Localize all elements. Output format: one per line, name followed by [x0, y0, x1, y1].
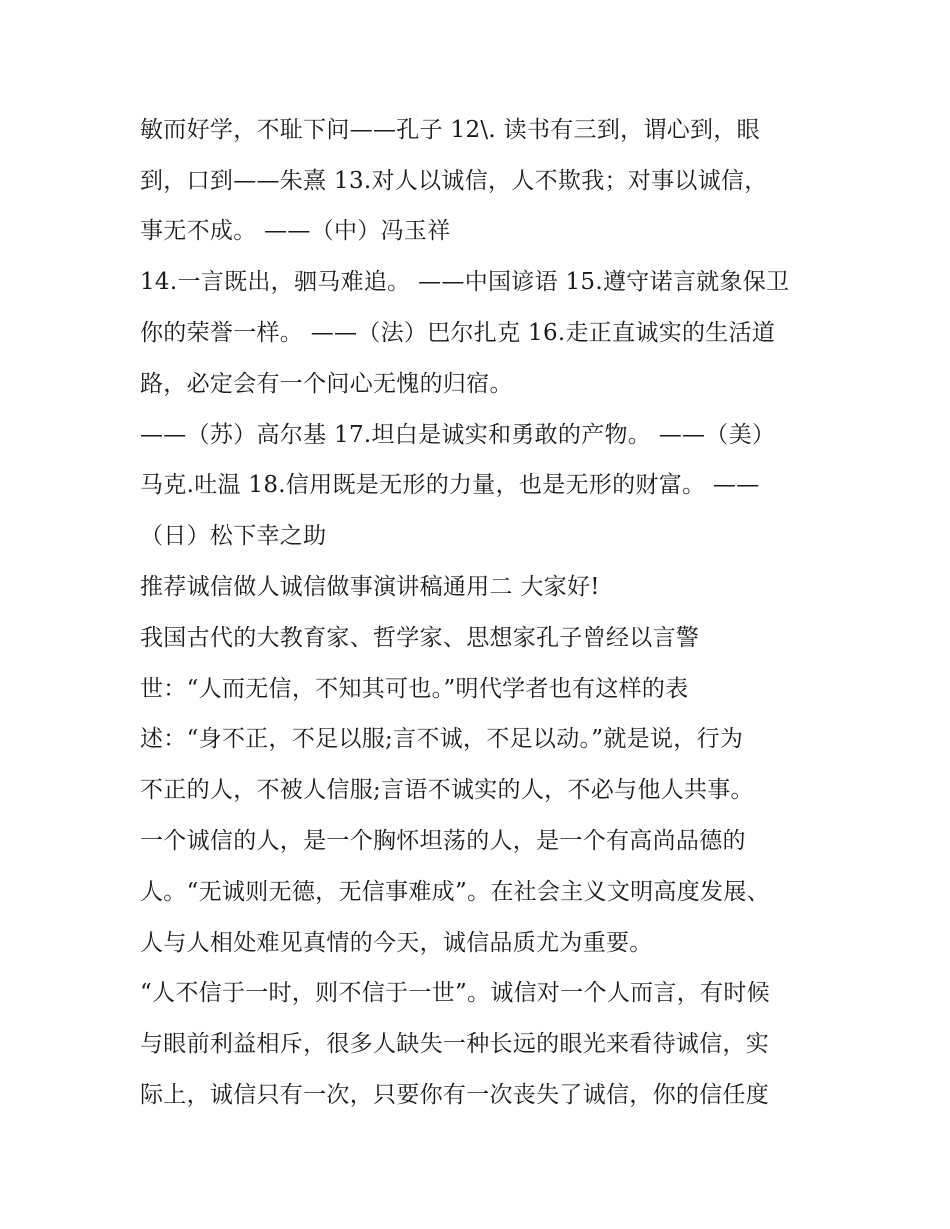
text-line: 你的荣誉一样。 ——（法）巴尔扎克 16.走正直诚实的生活道	[140, 320, 776, 346]
text-line: 际上，诚信只有一次，只要你有一次丧失了诚信，你的信任度	[140, 1082, 770, 1108]
text-line: 推荐诚信做人诚信做事演讲稿通用二 大家好!	[140, 574, 600, 600]
text-line: 不正的人，不被人信服;言语不诚实的人，不必与他人共事。	[140, 777, 754, 803]
text-line: 事无不成。 ——（中）冯玉祥	[140, 218, 451, 244]
text-line: （日）松下幸之助	[140, 523, 327, 549]
text-line: “人不信于一时，则不信于一世”。诚信对一个人而言，有时候	[140, 980, 770, 1006]
text-line: 世：“人而无信，不知其可也。”明代学者也有这样的表	[140, 676, 689, 702]
text-line: 马克.吐温 18.信用既是无形的力量，也是无形的财富。 ——	[140, 472, 760, 498]
text-line: 我国古代的大教育家、哲学家、思想家孔子曾经以言警	[140, 625, 700, 651]
text-line: 14.一言既出，驷马难追。 ——中国谚语 15.遵守诺言就象保卫	[140, 269, 790, 295]
text-line: 与眼前利益相斥，很多人缺失一种长远的眼光来看待诚信，实	[140, 1031, 770, 1057]
text-line: 路，必定会有一个问心无愧的归宿。	[140, 371, 513, 397]
text-line: 敏而好学，不耻下问——孔子 12\. 读书有三到，谓心到，眼	[140, 117, 760, 143]
text-line: 一个诚信的人，是一个胸怀坦荡的人，是一个有高尚品德的	[140, 828, 746, 854]
text-line: 人与人相处难见真情的今天，诚信品质尤为重要。	[140, 930, 653, 956]
text-line: 述：“身不正，不足以服;言不诚，不足以动。”就是说，行为	[140, 726, 744, 752]
text-line: ——（苏）高尔基 17.坦白是诚实和勇敢的产物。 ——（美）	[140, 422, 776, 448]
text-line: 人。“无诚则无德，无信事难成”。在社会主义文明高度发展、	[140, 879, 770, 905]
text-line: 到，口到——朱熹 13.对人以诚信，人不欺我；对事以诚信，	[140, 168, 768, 194]
